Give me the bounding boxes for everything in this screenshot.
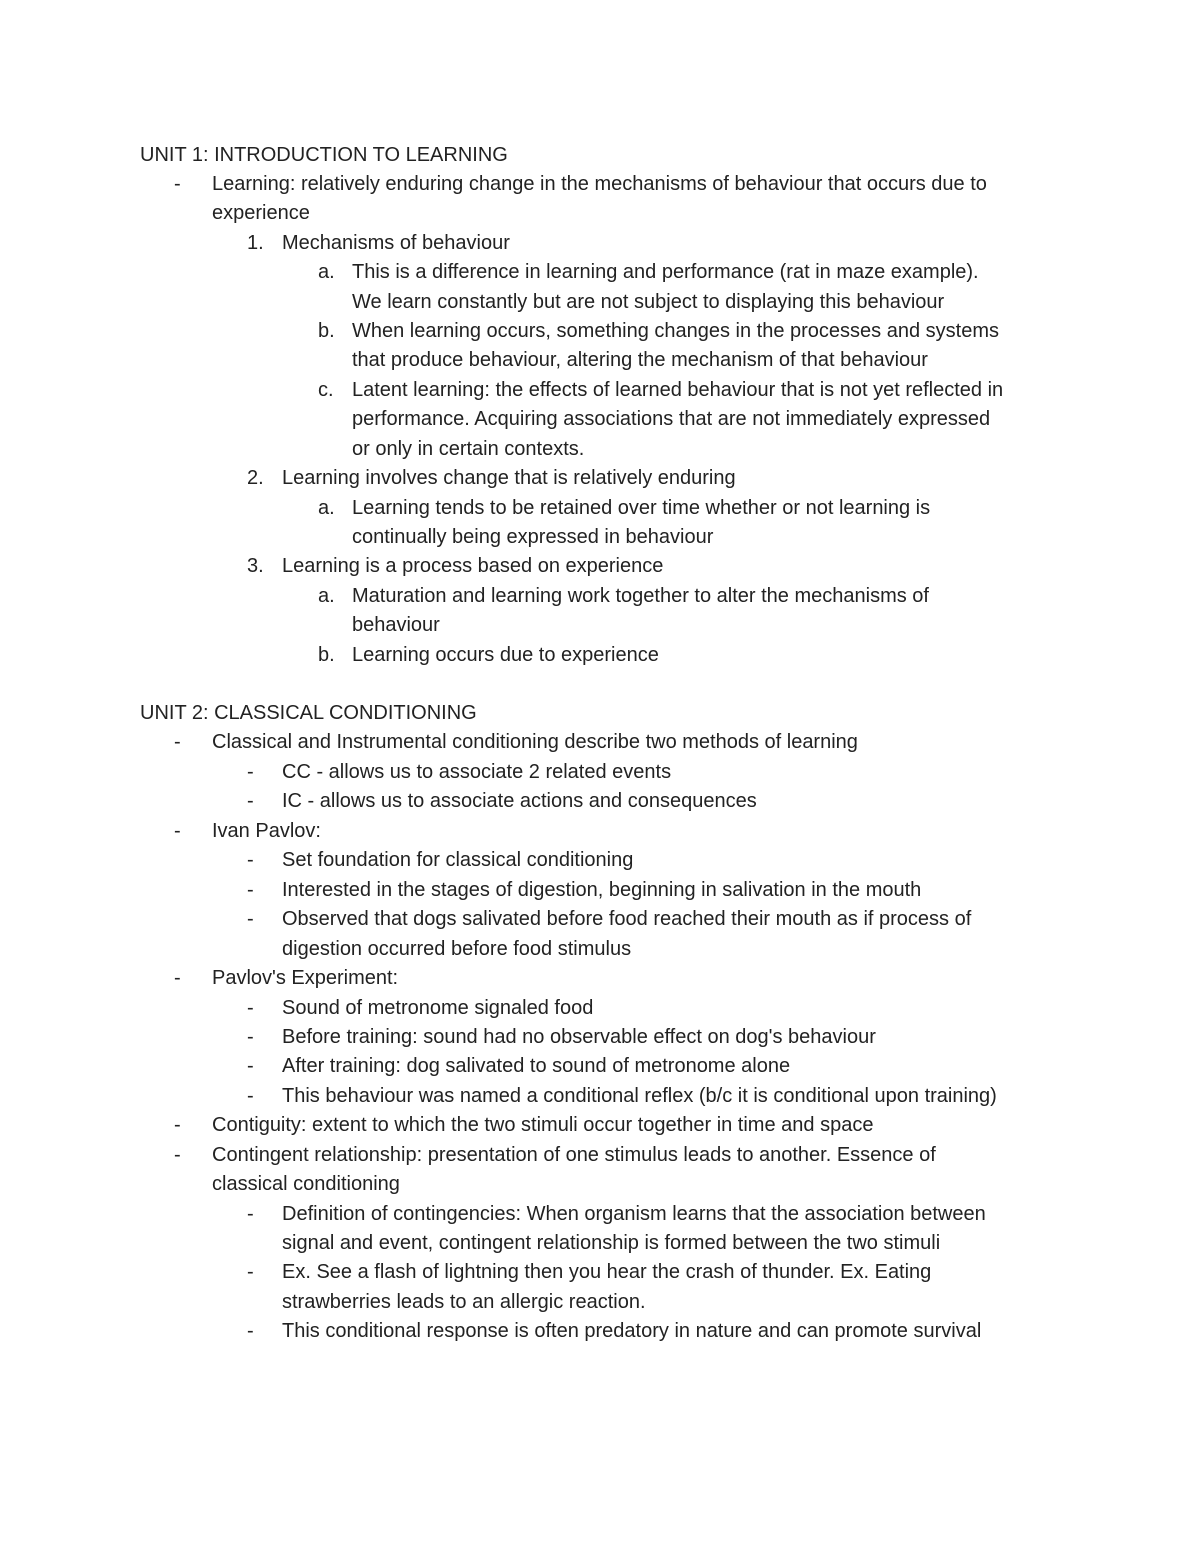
sub-bullet-line: This behaviour was named a conditional reflex (b/c it is conditional upon training) [282,1085,997,1107]
bullet-item-line: Contingent relationship: presentation of one stimulus leads to another. Essence of [212,1144,936,1166]
sublist-item-line: Latent learning: the effects of learned behaviour that is not yet reflected in [352,379,1004,401]
unit1-heading: UNIT 1: INTRODUCTION TO LEARNING [140,144,508,166]
unit1-definition-line1: Learning: relatively enduring change in the mechanisms of behaviour that occurs due to [212,173,987,195]
bullet-dash: - [247,1026,254,1048]
sub-bullet-line: Observed that dogs salivated before food reached their mouth as if process of [282,908,972,930]
sub-bullet-line: After training: dog salivated to sound of metronome alone [282,1055,791,1077]
bullet-item-line: Classical and Instrumental conditioning describe two methods of learning [212,731,858,753]
sub-bullet-line: strawberries leads to an allergic reaction. [282,1291,646,1313]
sub-bullet-line: CC - allows us to associate 2 related events [282,761,672,783]
bullet-dash: - [247,790,254,812]
sublist-item-line: Learning tends to be retained over time whether or not learning is [352,497,931,519]
sub-bullet-line: IC - allows us to associate actions and consequences [282,790,757,812]
bullet-dash: - [247,761,254,783]
bullet-dash: - [174,1114,181,1136]
bullet-dash: - [247,1320,254,1342]
sublist-item-line: behaviour [352,614,440,636]
sub-bullet-line: This conditional response is often predatory in nature and can promote survival [282,1320,982,1342]
sublist-item-line: Learning occurs due to experience [352,644,659,666]
bullet-dash: - [247,1085,254,1107]
list-item: Learning involves change that is relatively enduring [282,467,736,489]
bullet-item-line: Pavlov's Experiment: [212,967,399,989]
list-marker: 3. [247,555,264,577]
sublist-item-line: This is a difference in learning and performance (rat in maze example). [352,261,979,283]
sub-bullet-line: digestion occurred before food stimulus [282,938,632,960]
bullet-dash: - [247,908,254,930]
sub-bullet-line: Before training: sound had no observable effect on dog's behaviour [282,1026,876,1048]
sub-bullet-line: Sound of metronome signaled food [282,997,594,1019]
sublist-item-line: that produce behaviour, altering the mechanism of that behaviour [352,349,928,371]
bullet-dash: - [174,1144,181,1166]
sublist-item-line: Maturation and learning work together to alter the mechanisms of [352,585,929,607]
bullet-dash: - [174,820,181,842]
bullet-item-line: classical conditioning [212,1173,400,1195]
bullet-dash: - [247,1055,254,1077]
sublist-item-line: performance. Acquiring associations that are not immediately expressed [352,408,991,430]
sublist-marker: b. [318,644,335,666]
bullet-dash: - [247,1261,254,1283]
sub-bullet-line: Definition of contingencies: When organism learns that the association between [282,1203,986,1225]
sublist-item-line: When learning occurs, something changes in the processes and systems [352,320,1000,342]
sublist-marker: b. [318,320,335,342]
list-marker: 2. [247,467,264,489]
bullet-item-line: Contiguity: extent to which the two stimuli occur together in time and space [212,1114,874,1136]
sublist-marker: a. [318,497,335,519]
list-item: Mechanisms of behaviour [282,232,510,254]
sublist-item-line: or only in certain contexts. [352,438,585,460]
sublist-item-line: We learn constantly but are not subject to displaying this behaviour [352,291,945,313]
sub-bullet-line: signal and event, contingent relationship is formed between the two stimuli [282,1232,941,1254]
sublist-marker: a. [318,585,335,607]
bullet-dash: - [174,967,181,989]
sublist-marker: a. [318,261,335,283]
sub-bullet-line: Set foundation for classical conditioning [282,849,634,871]
bullet-dash: - [247,997,254,1019]
bullet-dash: - [174,731,181,753]
bullet-dash: - [247,879,254,901]
sub-bullet-line: Ex. See a flash of lightning then you hear the crash of thunder. Ex. Eating [282,1261,932,1283]
sub-bullet-line: Interested in the stages of digestion, beginning in salivation in the mouth [282,879,922,901]
bullet-dash: - [174,173,181,195]
unit1-definition-line2: experience [212,202,310,224]
list-marker: 1. [247,232,264,254]
list-item: Learning is a process based on experience [282,555,664,577]
sublist-marker: c. [318,379,334,401]
bullet-dash: - [247,1203,254,1225]
sublist-item-line: continually being expressed in behaviour [352,526,714,548]
bullet-dash: - [247,849,254,871]
unit2-heading: UNIT 2: CLASSICAL CONDITIONING [140,702,477,724]
bullet-item-line: Ivan Pavlov: [212,820,321,842]
